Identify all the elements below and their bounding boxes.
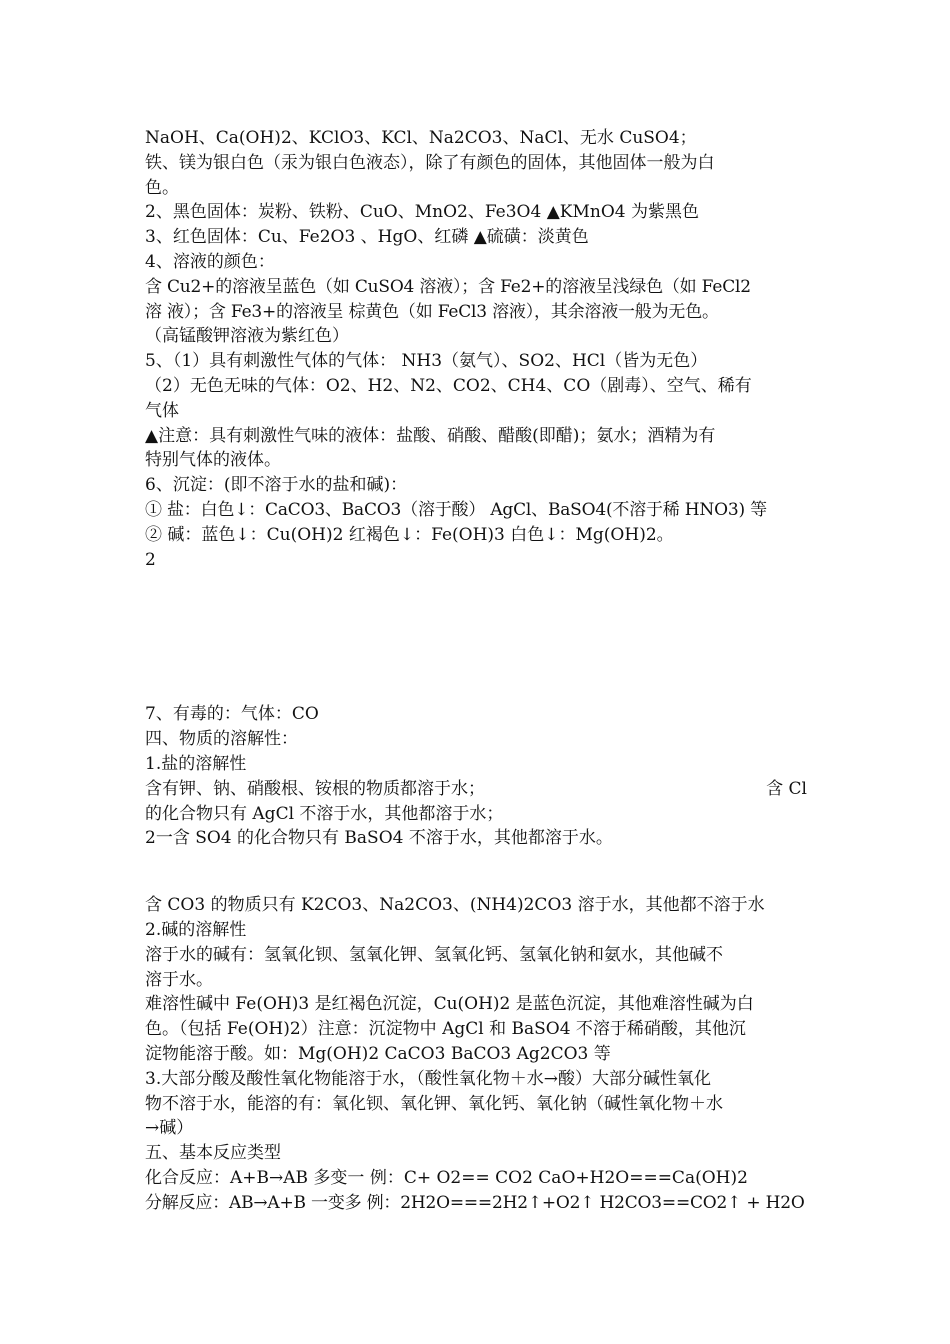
section-substance-colors [145,126,807,572]
section-heading: 四、物质的溶解性： [145,729,298,750]
text-line: 分解反应：AB→A+B 一变多 例：2H2O===2H2↑+O2↑ H2CO3==CO2↑ + H2O [145,1192,805,1213]
text-line: 淀物能溶于酸。如：Mg(OH)2 CaCO3 BaCO3 Ag2CO3 等 [145,1043,611,1064]
blank-space [145,572,807,702]
text-line: 的化合物只有 AgCl 不溶于水，其他都溶于水； [145,803,504,824]
text-line: 3、红色固体：Cu、Fe2O3 、HgO、红磷 ▲硫磺：淡黄色 [145,227,589,248]
text-line: 4、溶液的颜色： [145,251,275,272]
text-line: 色。（包括 Fe(OH)2）注意：沉淀物中 AgCl 和 BaSO4 不溶于稀硝酸，其他沉 [145,1019,746,1040]
page-number: 2 [145,549,156,570]
text-line: （高锰酸钾溶液为紫红色） [145,326,349,347]
text-line: 化合反应：A+B→AB 多变一 例：C+ O2== CO2 CaO+H2O===Ca(OH)2 [145,1167,748,1188]
subsection-heading: 1.盐的溶解性 [145,753,247,774]
subsection-heading: 2.碱的溶解性 [145,919,247,940]
text-line: 难溶性碱中 Fe(OH)3 是红褐色沉淀，Cu(OH)2 是蓝色沉淀，其他难溶性碱为白 [145,994,754,1015]
text-line-left: 含有钾、钠、硝酸根、铵根的物质都溶于水； [145,778,485,799]
text-line: 3.大部分酸及酸性氧化物能溶于水，（酸性氧化物＋水→酸）大部分碱性氧化 [145,1068,711,1089]
text-line: （2）无色无味的气体：O2、H2、N2、CO2、CH4、CO（剧毒）、空气、稀有 [145,375,752,396]
text-line: 7、有毒的：气体：CO [145,704,319,725]
section-base-solubility-reactions [145,893,807,1215]
text-line: →碱） [145,1118,194,1139]
text-line: NaOH、Ca(OH)2、KClO3、KCl、Na2CO3、NaCl、无水 CuSO4； [145,128,697,148]
text-line: 含 CO3 的物质只有 K2CO3、Na2CO3、(NH4)2CO3 溶于水，其他都不溶于水 [145,895,765,916]
text-line: 6、沉淀：(即不溶于水的盐和碱)： [145,475,408,496]
text-line: 溶于水的碱有：氢氧化钡、氢氧化钾、氢氧化钙、氢氧化钠和氨水，其他碱不 [145,944,723,965]
text-line: 色。 [145,177,179,198]
text-line: ② 碱：蓝色↓：Cu(OH)2 红褐色↓：Fe(OH)3 白色↓：Mg(OH)2。 [145,524,674,545]
text-line: 气体 [145,400,179,421]
text-line: ▲注意：具有刺激性气味的液体：盐酸、硝酸、醋酸(即醋)；氨水；酒精为有 [145,425,716,446]
section-heading: 五、基本反应类型 [145,1143,281,1164]
text-line: 2、黑色固体：炭粉、铁粉、CuO、MnO2、Fe3O4 ▲KMnO4 为紫黑色 [145,202,700,223]
blank-space [145,851,807,893]
text-line: 溶 液）；含 Fe3+的溶液呈 棕黄色（如 FeCl3 溶液），其余溶液一般为无色。 [145,301,719,322]
section-solubility [145,702,807,851]
document-page [145,126,807,1215]
text-line: ① 盐：白色↓：CaCO3、BaCO3（溶于酸） AgCl、BaSO4(不溶于稀 HNO3) 等 [145,499,767,520]
text-line: 物不溶于水，能溶的有：氧化钡、氧化钾、氧化钙、氧化钠（碱性氧化物＋水 [145,1093,723,1114]
text-line: 2一含 SO4 的化合物只有 BaSO4 不溶于水，其他都溶于水。 [145,828,613,849]
text-line: 含 Cu2+的溶液呈蓝色（如 CuSO4 溶液）；含 Fe2+的溶液呈浅绿色（如 FeCl2 [145,276,751,297]
text-line: 铁、镁为银白色（汞为银白色液态），除了有颜色的固体，其他固体一般为白 [145,152,715,173]
text-line [145,777,807,802]
text-line: 特别气体的液体。 [145,450,281,471]
text-line: 5、（1）具有刺激性气体的气体： NH3（氨气）、SO2、HCl（皆为无色） [145,351,708,372]
text-line: 溶于水。 [145,969,213,990]
text-line-right: 含 Cl [766,778,807,799]
